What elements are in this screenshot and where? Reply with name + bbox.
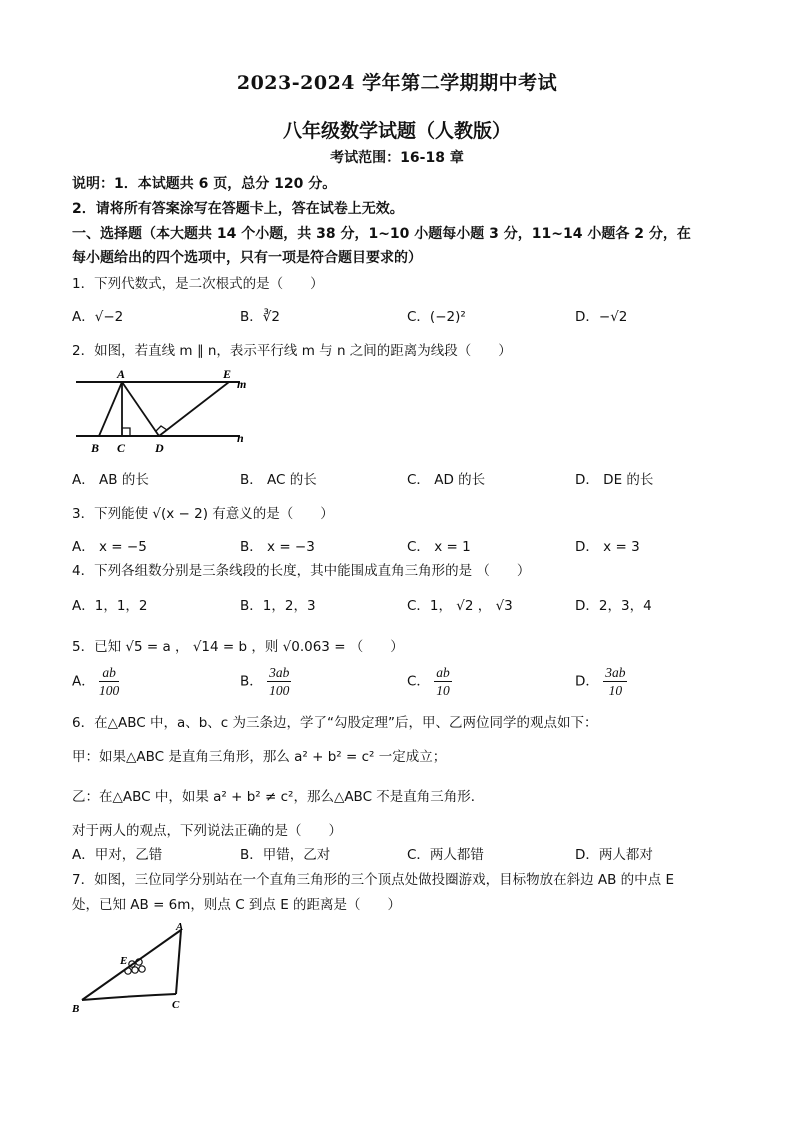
q5-option-b-label: B． [240,673,263,690]
q5-option-c-fraction [434,664,452,699]
q5-option-b-denominator: 100 [269,683,290,698]
q5-option-a-denominator: 100 [99,683,120,698]
q7-label-b: B [72,1003,80,1015]
q2-label-d: D [155,441,164,455]
q1-stem: 1．下列代数式，是二次根式的是（ ） [72,276,324,292]
q5-option-c-label: C． [407,673,430,690]
q2-option-a: A． AB 的长 [72,472,149,488]
note-1: 说明：1．本试题共 6 页，总分 120 分。 [72,176,337,192]
q3-option-b: B． x = −3 [240,539,315,555]
q5-option-d-numerator: 3ab [605,665,626,680]
q1-option-a: A．√−2 [72,309,124,325]
q2-label-a: A [117,367,126,381]
q7-stem-line1: 7．如图，三位同学分别站在一个直角三角形的三个顶点处做投圈游戏，目标物放在斜边 AB 的中点 E [72,872,674,888]
q4-option-c: C．1， √2 ， √3 [407,598,513,614]
q6-option-c: C．两人都错 [407,847,484,863]
q5-stem: 5．已知 √5 = a ， √14 = b ，则 √0.063 = （ ） [72,639,404,655]
exam-scope: 考试范围：16-18 章 [330,150,464,166]
q2-label-b: B [91,441,100,455]
q5-option-a-numerator: ab [99,664,119,682]
q2-label-e: E [223,367,232,381]
q5-option-c [407,664,452,699]
q1-option-c: C．(−2)² [407,309,466,325]
q6-option-d: D．两人都对 [575,847,653,863]
q3-option-d: D． x = 3 [575,539,640,555]
q7-stem-line2: 处，已知 AB = 6m，则点 C 到点 E 的距离是（ ） [72,897,402,913]
q2-figure [72,364,262,456]
section-heading-line2: 每小题给出的四个选项中，只有一项是符合题目要求的） [72,250,422,266]
q2-option-b: B． AC 的长 [240,472,317,488]
q6-question: 对于两人的观点，下列说法正确的是（ ） [72,823,342,839]
q2-label-m: m [237,377,247,391]
q5-option-d [575,664,627,699]
q7-label-c: C [172,999,180,1011]
q3-option-c: C． x = 1 [407,539,471,555]
q7-figure [68,918,198,1018]
q4-option-d: D．2，3，4 [575,598,652,614]
q4-stem: 4．下列各组数分别是三条线段的长度，其中能围成直角三角形的是 （ ） [72,563,531,579]
q5-option-c-numerator: ab [436,665,450,680]
q6-statement-jia: 甲：如果△ABC 是直角三角形，那么 a² + b² = c² 一定成立； [72,749,447,765]
q2-option-d: D． DE 的长 [575,472,654,488]
q6-option-a: A．甲对，乙错 [72,847,163,863]
q6-option-b: B．甲错，乙对 [240,847,331,863]
q5-option-a-fraction [99,664,119,699]
q5-option-d-fraction [603,664,627,699]
q2-label-n: n [237,431,244,445]
q5-option-b [240,664,291,699]
exam-title: 2023-2024 学年第二学期期中考试 [236,72,558,94]
q5-option-c-denominator: 10 [436,683,450,698]
q5-option-a-label: A． [72,673,95,690]
q5-option-b-fraction [267,664,291,699]
q4-option-a: A．1，1，2 [72,598,148,614]
q3-option-a: A． x = −5 [72,539,147,555]
q7-label-e: E [120,955,128,967]
exam-subtitle: 八年级数学试题（人教版） [282,120,511,142]
q5-option-a [72,664,119,699]
q1-option-b: B．∛2 [240,309,280,325]
q3-stem: 3．下列能使 √(x − 2) 有意义的是（ ） [72,506,334,522]
q2-stem: 2．如图，若直线 m ∥ n，表示平行线 m 与 n 之间的距离为线段（ ） [72,343,512,359]
q1-option-d: D．−√2 [575,309,628,325]
q5-option-d-label: D． [575,673,599,690]
q5-option-d-denominator: 10 [608,683,623,698]
section-heading-line1: 一、选择题（本大题共 14 个小题，共 38 分，1~10 小题每小题 3 分，11~14 小题各 2 分，在 [72,226,691,242]
q5-option-b-numerator: 3ab [269,665,290,680]
q2-label-c: C [117,441,126,455]
q6-stem: 6．在△ABC 中，a、b、c 为三条边，学了“勾股定理”后，甲、乙两位同学的观点如下： [72,715,598,731]
q6-statement-yi: 乙：在△ABC 中，如果 a² + b² ≠ c²，那么△ABC 不是直角三角形． [72,789,485,805]
q2-option-c: C． AD 的长 [407,472,486,488]
note-2: 2．请将所有答案涂写在答题卡上，答在试卷上无效。 [72,201,404,217]
q7-label-a: A [176,921,184,933]
q4-option-b: B．1，2，3 [240,598,316,614]
